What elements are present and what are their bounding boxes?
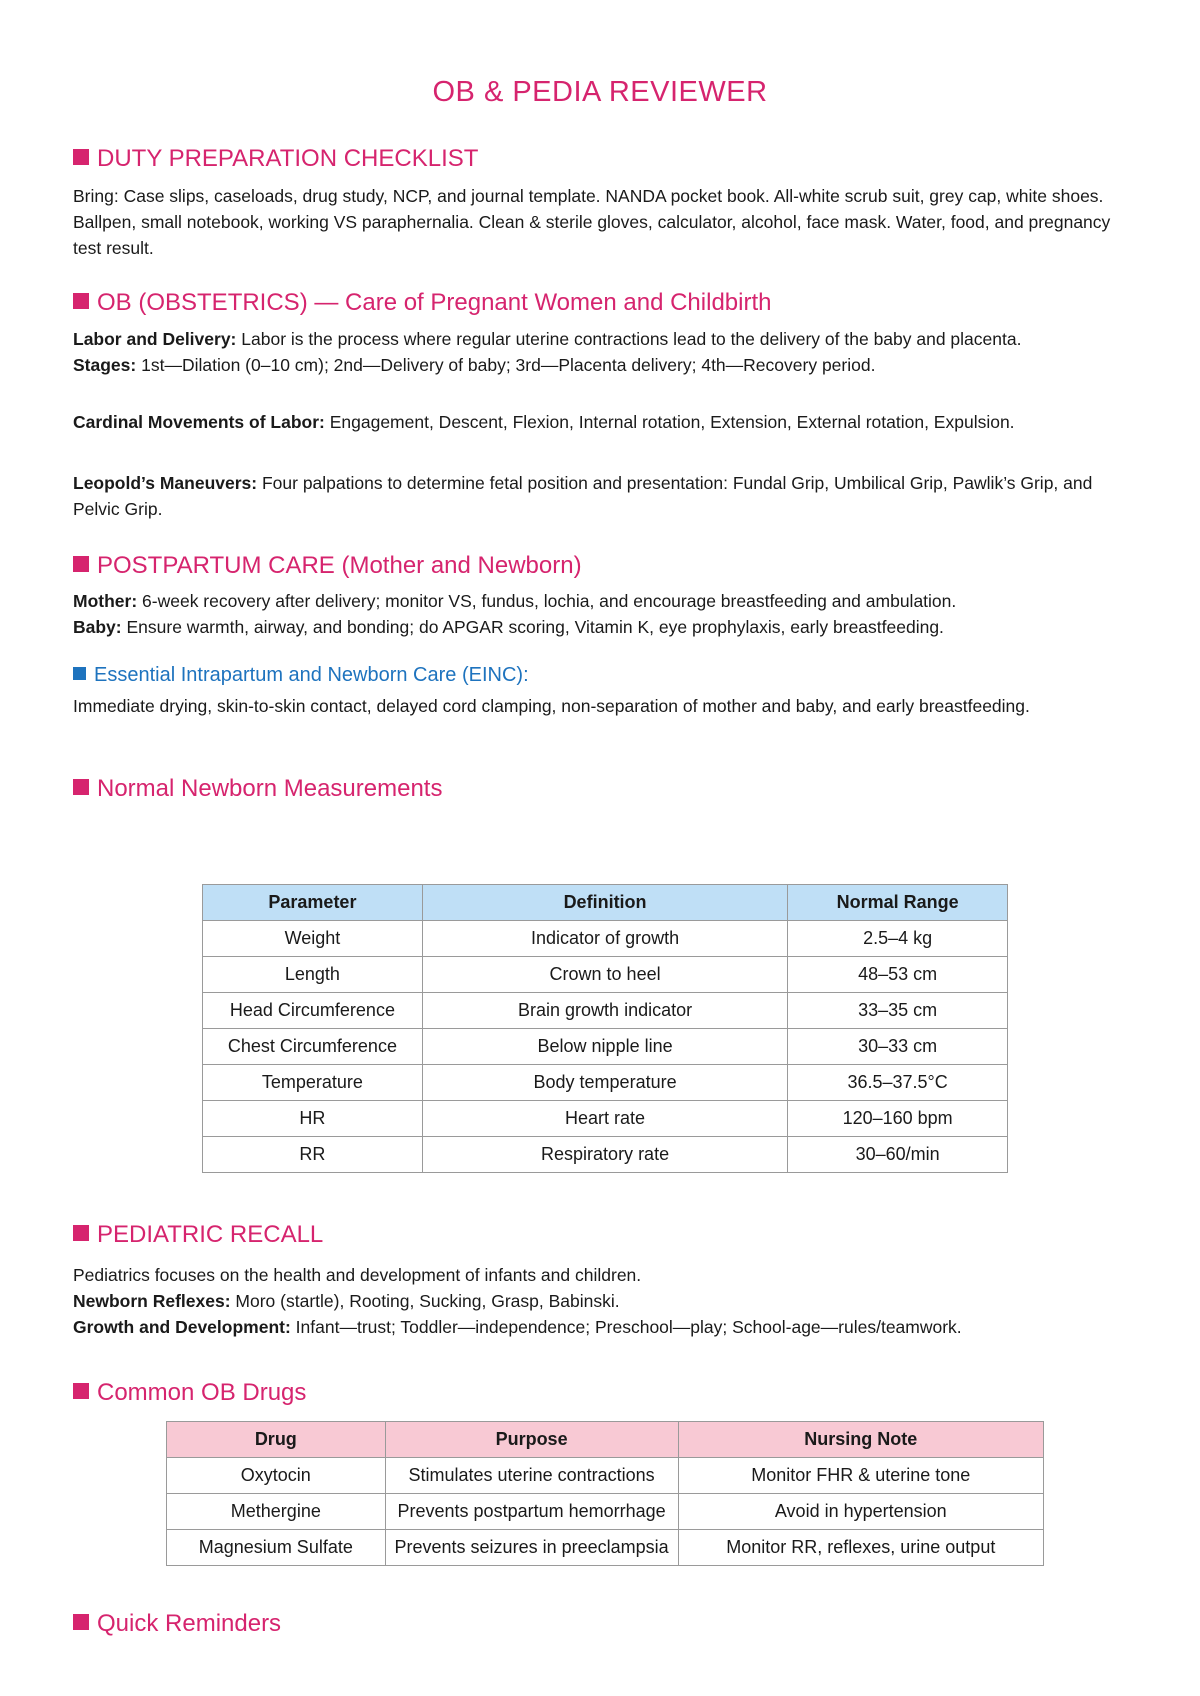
labor-text: Labor is the process where regular uterine contractions lead to the delivery of the baby and placenta. [241,329,1022,349]
table-cell: Monitor RR, reflexes, urine output [678,1530,1043,1566]
table-cell: Avoid in hypertension [678,1494,1043,1530]
table-cell: 2.5–4 kg [788,921,1008,957]
table-header-cell: Parameter [203,885,423,921]
subheading-text: Essential Intrapartum and Newborn Care (EINC): [94,664,529,686]
table-row [203,1137,1008,1173]
stages-text: 1st—Dilation (0–10 cm); 2nd—Delivery of baby; 3rd—Placenta delivery; 4th—Recovery period. [141,355,876,375]
section-heading-text: Normal Newborn Measurements [97,775,443,802]
table-cell: Crown to heel [422,957,787,993]
square-bullet-icon [73,667,86,680]
table-cell: 48–53 cm [788,957,1008,993]
section-heading-ob [73,289,771,317]
table-row [167,1458,1044,1494]
postpartum-paragraph [73,588,1133,640]
section-heading-drugs [73,1379,306,1407]
table-cell: Body temperature [422,1065,787,1101]
table-cell: Stimulates uterine contractions [385,1458,678,1494]
subheading-einc [73,664,529,687]
square-bullet-icon [73,293,89,309]
table-row [203,957,1008,993]
table-cell: Respiratory rate [422,1137,787,1173]
leopold-text: Four palpations to determine fetal position and presentation: Fundal Grip, Umbilical Grip, Pawlik’s Grip, and Pelvic Grip. [73,473,1093,519]
square-bullet-icon [73,149,89,165]
mother-label: Mother: [73,591,138,611]
pediatric-paragraph [73,1262,1133,1340]
table-cell: 33–35 cm [788,993,1008,1029]
reflex-label: Newborn Reflexes: [73,1291,231,1311]
square-bullet-icon [73,1225,89,1241]
pediatric-intro: Pediatrics focuses on the health and development of infants and children. [73,1265,642,1285]
baby-label: Baby: [73,617,122,637]
table-cell: Below nipple line [422,1029,787,1065]
table-header-cell: Normal Range [788,885,1008,921]
table-cell: Heart rate [422,1101,787,1137]
table-cell: Weight [203,921,423,957]
reflex-text: Moro (startle), Rooting, Sucking, Grasp, Babinski. [235,1291,620,1311]
table-cell: Oxytocin [167,1458,386,1494]
section-heading-newborn [73,775,442,803]
table-cell: Temperature [203,1065,423,1101]
table-header-cell: Drug [167,1422,386,1458]
table-row [203,1065,1008,1101]
square-bullet-icon [73,779,89,795]
table-cell: Methergine [167,1494,386,1530]
ob-drugs-table [166,1421,1044,1566]
table-header-cell: Purpose [385,1422,678,1458]
section-heading-text: Quick Reminders [97,1610,282,1637]
table-row [203,1029,1008,1065]
cardinal-text: Engagement, Descent, Flexion, Internal rotation, Extension, External rotation, Expulsion. [329,412,1015,432]
table-header-row [167,1422,1044,1458]
table-cell: Brain growth indicator [422,993,787,1029]
table-cell: Monitor FHR & uterine tone [678,1458,1043,1494]
table-cell: Length [203,957,423,993]
duty-paragraph: Bring: Case slips, caseloads, drug study, NCP, and journal template. NANDA pocket book. All-white scrub suit, grey cap, white shoes. Ballpen, small notebook, working VS paraphernalia. Clean & sterile gloves, calculator, alcohol, face mask. Water, food, and pregnancy test result. [73,186,1111,258]
leopold-label: Leopold’s Maneuvers: [73,473,258,493]
section-heading-pediatric [73,1221,323,1249]
table-header-cell: Definition [422,885,787,921]
growth-label: Growth and Development: [73,1317,291,1337]
table-cell: Indicator of growth [422,921,787,957]
stages-label: Stages: [73,355,137,375]
labor-label: Labor and Delivery: [73,329,237,349]
section-heading-text: OB (OBSTETRICS) — Care of Pregnant Women and Childbirth [97,289,772,316]
section-heading-postpartum [73,552,582,580]
table-cell: Magnesium Sulfate [167,1530,386,1566]
page-title: OB & PEDIA REVIEWER [432,76,768,108]
table-cell: HR [203,1101,423,1137]
leopold-paragraph [73,470,1133,522]
table-row [167,1530,1044,1566]
newborn-measurements-table [202,884,1008,1173]
section-heading-text: DUTY PREPARATION CHECKLIST [97,145,479,172]
table-cell: Prevents postpartum hemorrhage [385,1494,678,1530]
table-cell: Chest Circumference [203,1029,423,1065]
section-heading-text: PEDIATRIC RECALL [97,1221,324,1248]
section-heading-text: POSTPARTUM CARE (Mother and Newborn) [97,552,582,579]
mother-text: 6-week recovery after delivery; monitor VS, fundus, lochia, and encourage breastfeeding and ambulation. [142,591,957,611]
baby-text: Ensure warmth, airway, and bonding; do APGAR scoring, Vitamin K, eye prophylaxis, early breastfeeding. [126,617,944,637]
table-cell: 36.5–37.5°C [788,1065,1008,1101]
table-cell: Prevents seizures in preeclampsia [385,1530,678,1566]
table-row [203,1101,1008,1137]
table-header-cell: Nursing Note [678,1422,1043,1458]
table-header-row [203,885,1008,921]
table-cell: 120–160 bpm [788,1101,1008,1137]
table-cell: 30–33 cm [788,1029,1008,1065]
cardinal-paragraph [73,409,1133,435]
section-heading-duty [73,145,478,173]
growth-text: Infant—trust; Toddler—independence; Preschool—play; School-age—rules/teamwork. [295,1317,962,1337]
section-heading-reminders [73,1610,281,1638]
table-cell: RR [203,1137,423,1173]
table-cell: Head Circumference [203,993,423,1029]
square-bullet-icon [73,556,89,572]
cardinal-label: Cardinal Movements of Labor: [73,412,325,432]
section-heading-text: Common OB Drugs [97,1379,307,1406]
table-cell: 30–60/min [788,1137,1008,1173]
table-row [203,921,1008,957]
table-row [203,993,1008,1029]
square-bullet-icon [73,1383,89,1399]
table-row [167,1494,1044,1530]
einc-paragraph: Immediate drying, skin-to-skin contact, delayed cord clamping, non-separation of mother and baby, and early breastfeeding. [73,696,1030,716]
square-bullet-icon [73,1614,89,1630]
labor-paragraph [73,326,1133,378]
